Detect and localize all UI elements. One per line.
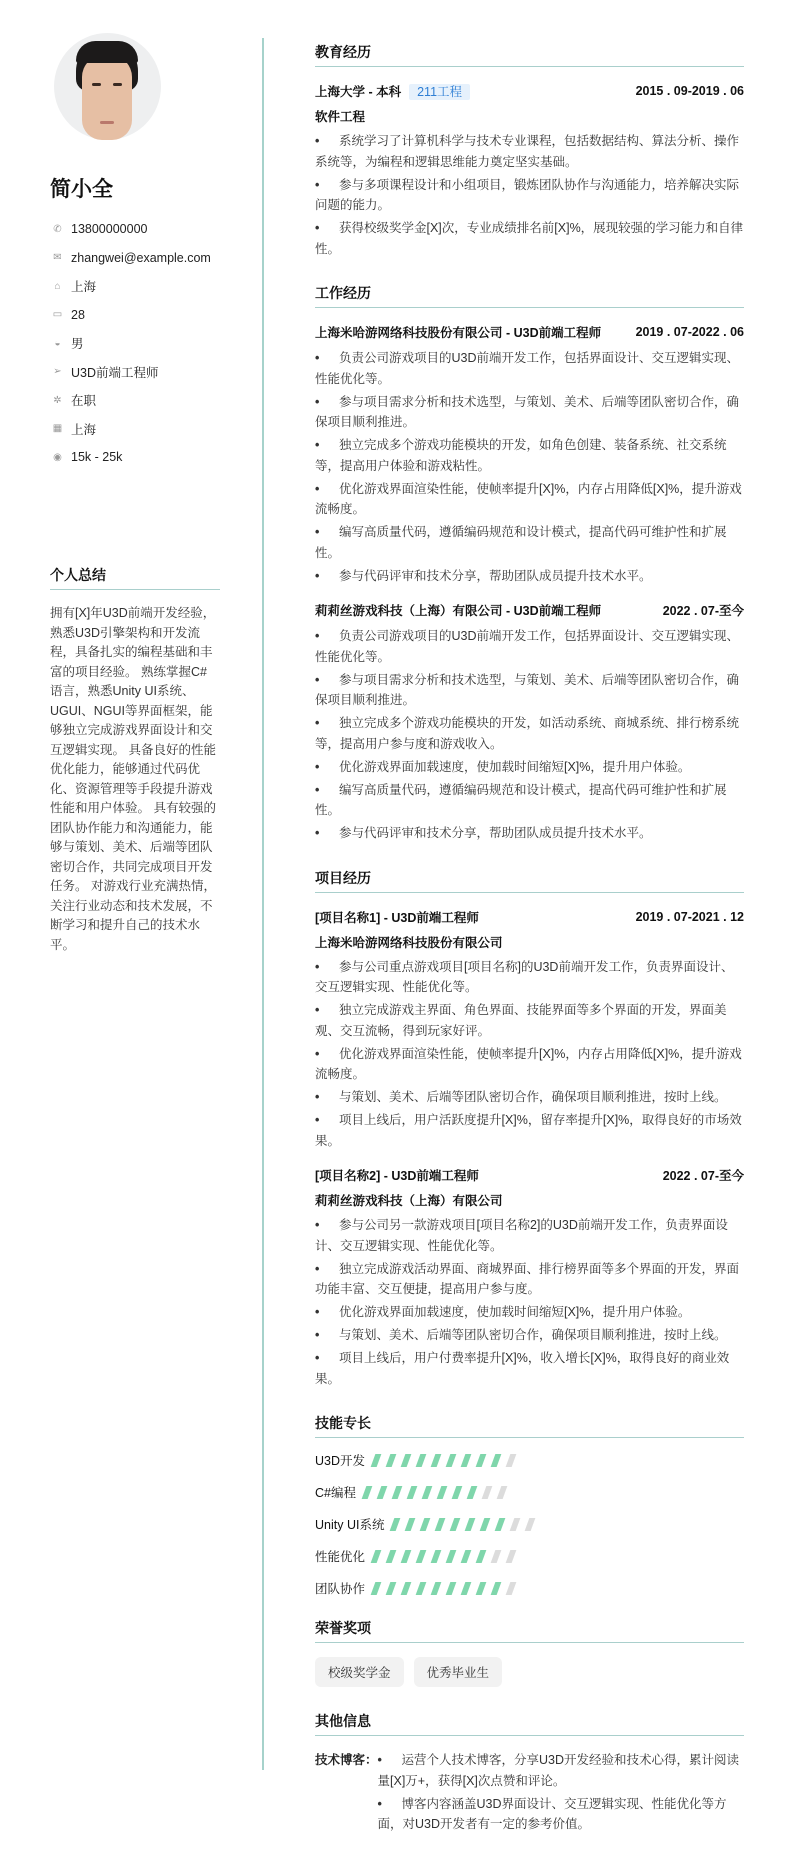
sidebar	[50, 33, 220, 472]
skill-level-filled	[446, 1454, 457, 1467]
projects-section	[315, 868, 744, 1390]
education-heading: 教育经历	[315, 42, 744, 67]
skill-level-filled	[386, 1454, 397, 1467]
contact-row	[50, 415, 220, 444]
bullet-text: 参与项目需求分析和技术选型，与策划、美术、后端等团队密切合作，确保项目顺利推进。	[315, 394, 740, 429]
skill-level-empty	[506, 1454, 517, 1467]
bullet-text: 参与公司另一款游戏项目[项目名称2]的U3D前端开发工作，负责界面设计、交互逻辑实现、性能优化等。	[315, 1218, 728, 1253]
skill-level-filled	[377, 1486, 388, 1499]
other-heading: 其他信息	[315, 1711, 744, 1736]
bullet-item	[315, 479, 744, 520]
bullet-text: 博客内容涵盖U3D界面设计、交互逻辑实现、性能优化等方面，对U3D开发者有一定的参考价值。	[377, 1796, 727, 1831]
bullet-dot: •	[315, 177, 320, 192]
avatar	[54, 33, 161, 140]
bullet-text: 优化游戏界面加载速度，使加载时间缩短[X]%，提升用户体验。	[339, 1305, 691, 1319]
major: 软件工程	[315, 110, 366, 124]
job-icon: ➢	[53, 366, 62, 378]
bullet-item	[315, 1325, 744, 1346]
contact-value: 上海	[71, 422, 97, 437]
contact-value: 28	[71, 307, 85, 322]
project-date: 2022 . 07-至今	[662, 1169, 744, 1183]
school-tag: 211工程	[409, 84, 470, 100]
skill-level-filled	[437, 1486, 448, 1499]
job-title: 莉莉丝游戏科技（上海）有限公司 - U3D前端工程师	[315, 604, 602, 618]
contact-value: 15k - 25k	[71, 450, 123, 465]
bullet-item	[315, 780, 744, 821]
contact-row	[50, 386, 220, 415]
bullet-text: 参与代码评审和技术分享，帮助团队成员提升技术水平。	[339, 568, 652, 583]
skill-level-filled	[422, 1486, 433, 1499]
skill-level-filled	[392, 1486, 403, 1499]
bullet-item	[315, 626, 744, 667]
work-section	[315, 283, 744, 844]
bullet-dot: •	[315, 959, 320, 974]
skill-level-filled	[401, 1550, 412, 1563]
bullet-text: 优化游戏界面渲染性能，使帧率提升[X]%，内存占用降低[X]%，提升游戏流畅度。	[315, 1046, 742, 1081]
bullet-item	[315, 1259, 744, 1300]
skill-level-filled	[431, 1454, 442, 1467]
job-header	[315, 322, 744, 342]
job-header	[315, 600, 744, 620]
other-label: 技术博客：	[315, 1753, 378, 1767]
honor-tag: 优秀毕业生	[414, 1657, 503, 1687]
contact-value: 13800000000	[71, 222, 148, 237]
skill-row	[315, 1572, 744, 1604]
contact-value: zhangwei@example.com	[71, 250, 211, 265]
bullet-dot: •	[315, 438, 320, 452]
bullet-text: 项目上线后，用户活跃度提升[X]%，留存率提升[X]%，取得良好的市场效果。	[315, 1113, 742, 1148]
bullet-item	[315, 1215, 744, 1256]
skill-level-filled	[390, 1518, 401, 1531]
bullet-item	[315, 1000, 744, 1041]
contact-value: 男	[71, 337, 84, 352]
job-date: 2022 . 07-至今	[662, 604, 744, 618]
skill-level-filled	[461, 1582, 472, 1595]
bullet-text: 独立完成多个游戏功能模块的开发，如活动系统、商城系统、排行榜系统等，提高用户参与度和游戏收入。	[315, 716, 740, 751]
job-date: 2019 . 07-2022 . 06	[635, 325, 744, 339]
bullet-item	[315, 522, 744, 563]
skill-level-filled	[476, 1582, 487, 1595]
phone-icon: ✆	[53, 223, 62, 235]
contact-row	[50, 443, 220, 472]
bullet-text: 优化游戏界面渲染性能，使帧率提升[X]%，内存占用降低[X]%，提升游戏流畅度。	[315, 481, 742, 516]
home-icon: ⌂	[54, 280, 61, 292]
bullet-text: 负责公司游戏项目的U3D前端开发工作，包括界面设计、交互逻辑实现、性能优化等。	[315, 629, 740, 664]
job-entry	[315, 600, 744, 844]
education-date: 2015 . 09-2019 . 06	[635, 84, 744, 98]
bullet-item	[315, 131, 744, 172]
bullet-item	[315, 713, 744, 754]
contact-value: U3D前端工程师	[71, 365, 159, 380]
skill-level-filled	[420, 1518, 431, 1531]
bullet-text: 运营个人技术博客，分享U3D开发经验和技术心得，累计阅读量[X]万+，获得[X]次点赞和评论。	[377, 1753, 740, 1788]
bullet-dot: •	[315, 394, 320, 409]
bullet-text: 与策划、美术、后端等团队密切合作，确保项目顺利推进，按时上线。	[339, 1090, 727, 1104]
skill-level-filled	[416, 1454, 427, 1467]
contact-list	[50, 215, 220, 472]
bullet-dot: •	[315, 1305, 320, 1319]
work-heading: 工作经历	[315, 283, 744, 308]
bullet-item	[315, 1044, 744, 1085]
skill-level-filled	[371, 1550, 382, 1563]
bullet-text: 获得校级奖学金[X]次，专业成绩排名前[X]%，展现较强的学习能力和自律性。	[315, 221, 744, 256]
skill-level-empty	[482, 1486, 493, 1499]
skill-row	[315, 1444, 744, 1476]
bullet-dot: •	[377, 1796, 382, 1811]
bullet-dot: •	[377, 1753, 382, 1767]
bullet-text: 参与公司重点游戏项目[项目名称]的U3D前端开发工作，负责界面设计、交互逻辑实现、性能优化等。	[315, 959, 734, 994]
bullet-item	[315, 392, 744, 433]
skill-level-filled	[491, 1582, 502, 1595]
project-entry	[315, 907, 744, 1152]
bullet-text: 参与代码评审和技术分享，帮助团队成员提升技术水平。	[339, 826, 652, 840]
bullet-item	[315, 1110, 744, 1151]
contact-value: 在职	[71, 394, 97, 409]
project-entry	[315, 1165, 744, 1389]
skill-level-filled	[452, 1486, 463, 1499]
skill-level-filled	[407, 1486, 418, 1499]
skill-level-filled	[405, 1518, 416, 1531]
honors-section	[315, 1618, 744, 1687]
bullet-dot: •	[315, 759, 320, 774]
skill-level-filled	[495, 1518, 506, 1531]
skill-level-filled	[416, 1582, 427, 1595]
contact-row	[50, 244, 220, 273]
bullet-item	[315, 670, 744, 711]
education-section	[315, 42, 744, 259]
skill-level-filled	[416, 1550, 427, 1563]
bullet-text: 项目上线后，用户付费率提升[X]%，收入增长[X]%，取得良好的商业效果。	[315, 1351, 730, 1386]
bullet-dot: •	[315, 782, 320, 797]
bullet-dot: •	[315, 672, 320, 687]
skill-name: Unity UI系统	[315, 1518, 385, 1532]
contact-value: 上海	[71, 280, 97, 295]
skill-level-empty	[510, 1518, 521, 1531]
divider-line	[262, 38, 264, 1770]
bullet-item	[315, 1348, 744, 1389]
bullet-text: 独立完成多个游戏功能模块的开发，如角色创建、装备系统、社交系统等，提高用户体验和游戏粘性。	[315, 438, 727, 473]
skill-level-empty	[497, 1486, 508, 1499]
bullet-item	[315, 348, 744, 389]
summary-text: 拥有[X]年U3D前端开发经验，熟悉U3D引擎架构和开发流程，具备扎实的编程基础和丰富的项目经验。 熟练掌握C#语言，熟悉Unity UI系统、UGUI、NGUI等界面框架，能够独立完成游戏界面设计和交互逻辑实现。 具备良好的性能优化能力，能够通过代码优化、资源管理等手段提升游戏性能和用户体验。 具有较强的团队协作能力和沟通能力，能够与策划、美术、后端等团队密切合作，共同完成项目开发任务。 对游戏行业充满热情，关注行业动态和技术发展，不断学习和提升自己的技术水平。	[50, 606, 216, 952]
gender-icon: ◒	[54, 337, 61, 349]
job-entry	[315, 322, 744, 586]
bullet-dot: •	[315, 1351, 320, 1365]
main-content	[315, 42, 744, 1861]
skill-level-filled	[431, 1550, 442, 1563]
skill-level-filled	[371, 1454, 382, 1467]
skills-section	[315, 1413, 744, 1604]
bullet-dot: •	[315, 1261, 320, 1276]
skill-level-filled	[461, 1550, 472, 1563]
skill-level-filled	[480, 1518, 491, 1531]
city-icon: ▦	[52, 423, 63, 435]
bullet-dot: •	[315, 1090, 320, 1104]
bullet-item	[315, 957, 744, 998]
other-section	[315, 1711, 744, 1837]
bullet-item	[378, 1750, 744, 1791]
contact-row	[50, 301, 220, 330]
bullet-text: 负责公司游戏项目的U3D前端开发工作，包括界面设计、交互逻辑实现、性能优化等。	[315, 351, 740, 386]
skill-level-filled	[386, 1550, 397, 1563]
skill-level-filled	[476, 1454, 487, 1467]
bullet-dot: •	[315, 826, 320, 840]
candidate-name: 简小全	[50, 178, 113, 201]
project-title: [项目名称1] - U3D前端工程师	[315, 910, 479, 925]
education-bullets	[315, 131, 744, 259]
skill-row	[315, 1476, 744, 1508]
honor-tag: 校级奖学金	[315, 1657, 404, 1687]
salary-icon: ◉	[53, 451, 62, 463]
bullet-dot: •	[315, 134, 320, 148]
contact-row	[50, 358, 220, 387]
skill-level-empty	[491, 1550, 502, 1563]
mail-icon: ✉	[53, 252, 62, 264]
bullet-item	[315, 1087, 744, 1108]
bullet-dot: •	[315, 481, 320, 496]
skill-level-filled	[431, 1582, 442, 1595]
bullet-dot: •	[315, 1003, 320, 1017]
honors-heading: 荣誉奖项	[315, 1618, 744, 1643]
bullet-text: 参与多项课程设计和小组项目，锻炼团队协作与沟通能力，培养解决实际问题的能力。	[315, 177, 740, 212]
school-name: 上海大学 - 本科	[315, 85, 402, 99]
bullet-item	[315, 175, 744, 216]
bullet-dot: •	[315, 525, 320, 539]
skill-level-filled	[371, 1582, 382, 1595]
skill-row	[315, 1508, 744, 1540]
bullet-dot: •	[315, 716, 320, 730]
bullet-dot: •	[315, 1218, 320, 1232]
bullet-text: 参与项目需求分析和技术选型，与策划、美术、后端等团队密切合作，确保项目顺利推进。	[315, 672, 740, 707]
bullet-item	[315, 218, 744, 259]
skill-name: C#编程	[315, 1486, 356, 1500]
skill-row	[315, 1540, 744, 1572]
skill-level-filled	[435, 1518, 446, 1531]
contact-row	[50, 272, 220, 301]
skill-level-filled	[465, 1518, 476, 1531]
bullet-dot: •	[315, 568, 320, 583]
bullet-dot: •	[315, 1328, 320, 1342]
skill-name: 团队协作	[315, 1582, 366, 1596]
skill-level-filled	[446, 1550, 457, 1563]
project-header	[315, 1165, 744, 1185]
project-company: 上海米哈游网络科技股份有限公司	[315, 935, 503, 950]
skill-level-filled	[476, 1550, 487, 1563]
status-icon: ✲	[53, 394, 62, 406]
bullet-text: 独立完成游戏主界面、角色界面、技能界面等多个界面的开发，界面美观、交互流畅，得到玩家好评。	[315, 1003, 727, 1038]
project-company: 莉莉丝游戏科技（上海）有限公司	[315, 1194, 503, 1208]
skill-level-filled	[446, 1582, 457, 1595]
bullet-text: 编写高质量代码，遵循编码规范和设计模式，提高代码可维护性和扩展性。	[315, 782, 727, 817]
skill-level-empty	[506, 1582, 517, 1595]
skills-heading: 技能专长	[315, 1413, 744, 1438]
bullet-item	[315, 435, 744, 476]
job-bullets	[315, 348, 744, 586]
skill-level-filled	[401, 1454, 412, 1467]
other-bullets	[378, 1750, 744, 1837]
job-title: 上海米哈游网络科技股份有限公司 - U3D前端工程师	[315, 326, 602, 340]
bullet-item	[315, 1302, 744, 1323]
skill-name: 性能优化	[315, 1550, 366, 1564]
bullet-text: 优化游戏界面加载速度，使加载时间缩短[X]%，提升用户体验。	[339, 759, 691, 774]
project-bullets	[315, 1215, 744, 1389]
project-title: [项目名称2] - U3D前端工程师	[315, 1169, 479, 1183]
bullet-item	[378, 1794, 744, 1835]
contact-row	[50, 329, 220, 358]
bullet-text: 编写高质量代码，遵循编码规范和设计模式，提高代码可维护性和扩展性。	[315, 525, 727, 560]
bullet-dot: •	[315, 221, 320, 235]
bullet-dot: •	[315, 1113, 320, 1127]
age-icon: ▭	[52, 309, 63, 321]
bullet-text: 与策划、美术、后端等团队密切合作，确保项目顺利推进，按时上线。	[339, 1328, 727, 1342]
bullet-text: 系统学习了计算机科学与技术专业课程，包括数据结构、算法分析、操作系统等，为编程和逻辑思维能力奠定坚实基础。	[315, 134, 740, 169]
skill-name: U3D开发	[315, 1454, 366, 1468]
bullet-dot: •	[315, 351, 320, 365]
project-header	[315, 907, 744, 927]
bullet-item	[315, 566, 744, 587]
skill-level-filled	[386, 1582, 397, 1595]
skill-level-filled	[491, 1454, 502, 1467]
project-date: 2019 . 07-2021 . 12	[635, 909, 744, 924]
summary-section	[50, 565, 220, 955]
skill-level-filled	[450, 1518, 461, 1531]
skill-level-empty	[506, 1550, 517, 1563]
skill-level-filled	[401, 1582, 412, 1595]
bullet-item	[315, 823, 744, 844]
bullet-text: 独立完成游戏活动界面、商城界面、排行榜界面等多个界面的开发，界面功能丰富、交互便捷，提高用户参与度。	[315, 1261, 740, 1296]
skill-level-empty	[525, 1518, 536, 1531]
bullet-item	[315, 757, 744, 778]
project-bullets	[315, 957, 744, 1152]
contact-row	[50, 215, 220, 244]
summary-heading: 个人总结	[50, 565, 220, 590]
bullet-dot: •	[315, 629, 320, 643]
skill-level-filled	[362, 1486, 373, 1499]
skill-level-filled	[461, 1454, 472, 1467]
projects-heading: 项目经历	[315, 868, 744, 893]
bullet-dot: •	[315, 1046, 320, 1061]
skill-level-filled	[467, 1486, 478, 1499]
job-bullets	[315, 626, 744, 844]
